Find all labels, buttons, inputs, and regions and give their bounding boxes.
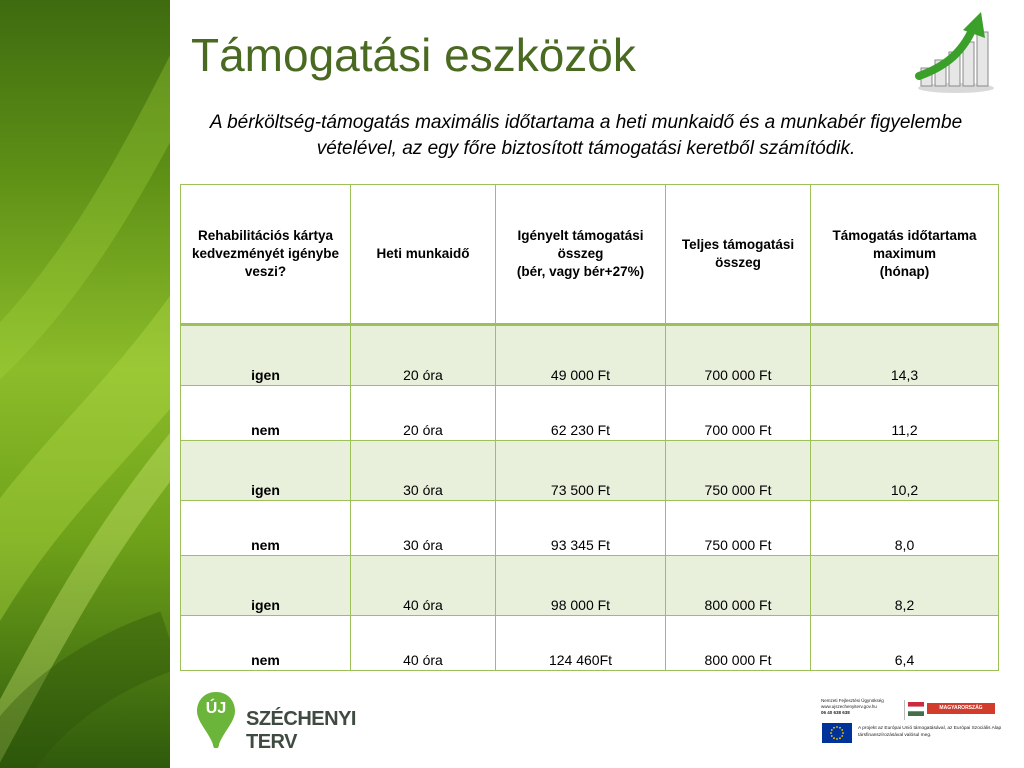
eu-flag-icon bbox=[822, 723, 852, 743]
cell-rehab-card: igen bbox=[181, 441, 351, 501]
cell-total-amount: 750 000 Ft bbox=[666, 441, 811, 501]
header-duration: Támogatás időtartama maximum (hónap) bbox=[811, 185, 999, 325]
header-rehab-card: Rehabilitációs kártya kedvezményét igénybe veszi? bbox=[181, 185, 351, 325]
logo-pin-text: ÚJ bbox=[205, 700, 227, 717]
cell-rehab-card: nem bbox=[181, 386, 351, 441]
hungary-flag-icon bbox=[908, 702, 924, 716]
map-pin-icon bbox=[196, 690, 236, 750]
cell-duration: 6,4 bbox=[811, 616, 999, 671]
cell-weekly-hours: 30 óra bbox=[351, 501, 496, 556]
logo-name: SZÉCHENYI TERV bbox=[246, 708, 356, 753]
page-title: Támogatási eszközök bbox=[191, 29, 636, 81]
agency-phone: 06 40 638 638 bbox=[821, 710, 850, 715]
agency-website: www.ujszechenyiterv.gov.hu bbox=[821, 704, 877, 709]
agency-info bbox=[821, 698, 901, 716]
hungary-banner: MAGYARORSZÁG MEGÚJUL bbox=[927, 703, 995, 714]
cell-weekly-hours: 40 óra bbox=[351, 556, 496, 616]
table-header-row bbox=[181, 185, 999, 325]
cell-rehab-card: igen bbox=[181, 556, 351, 616]
table-row bbox=[181, 386, 999, 441]
agency-name: Nemzeti Fejlesztési Ügynökség bbox=[821, 698, 884, 703]
cell-total-amount: 800 000 Ft bbox=[666, 616, 811, 671]
subtitle: A bérköltség-támogatás maximális időtartama a heti munkaidő és a munkabér figyelembe vételével, az egy főre biztosított támogatási keretből számítódik. bbox=[209, 112, 963, 159]
swirl-decoration bbox=[0, 0, 170, 768]
cell-requested-amount: 62 230 Ft bbox=[496, 386, 666, 441]
table-row bbox=[181, 501, 999, 556]
cell-weekly-hours: 20 óra bbox=[351, 325, 496, 386]
cell-requested-amount: 124 460Ft bbox=[496, 616, 666, 671]
header-total-amount: Teljes támogatási összeg bbox=[666, 185, 811, 325]
cell-weekly-hours: 20 óra bbox=[351, 386, 496, 441]
cell-weekly-hours: 30 óra bbox=[351, 441, 496, 501]
cell-total-amount: 700 000 Ft bbox=[666, 325, 811, 386]
cell-duration: 8,2 bbox=[811, 556, 999, 616]
cell-requested-amount: 73 500 Ft bbox=[496, 441, 666, 501]
cell-rehab-card: igen bbox=[181, 325, 351, 386]
cell-rehab-card: nem bbox=[181, 501, 351, 556]
cell-duration: 14,3 bbox=[811, 325, 999, 386]
cell-duration: 10,2 bbox=[811, 441, 999, 501]
header-requested-amount: Igényelt támogatási összeg (bér, vagy bér+27%) bbox=[496, 185, 666, 325]
cell-requested-amount: 49 000 Ft bbox=[496, 325, 666, 386]
logo-divider bbox=[904, 700, 905, 720]
eu-funding-text: A projekt az Európai Unió támogatásával, az Európai Szociális Alap társfinanszírozásával valósul meg. bbox=[858, 726, 1002, 738]
cell-duration: 8,0 bbox=[811, 501, 999, 556]
cell-total-amount: 750 000 Ft bbox=[666, 501, 811, 556]
cell-total-amount: 700 000 Ft bbox=[666, 386, 811, 441]
cell-requested-amount: 98 000 Ft bbox=[496, 556, 666, 616]
table-row bbox=[181, 616, 999, 671]
table-row bbox=[181, 556, 999, 616]
cell-weekly-hours: 40 óra bbox=[351, 616, 496, 671]
growth-chart-icon bbox=[915, 10, 997, 94]
support-table bbox=[180, 184, 999, 671]
cell-duration: 11,2 bbox=[811, 386, 999, 441]
cell-total-amount: 800 000 Ft bbox=[666, 556, 811, 616]
szechenyi-terv-logo bbox=[196, 690, 406, 752]
cell-requested-amount: 93 345 Ft bbox=[496, 501, 666, 556]
table-row bbox=[181, 441, 999, 501]
table-row bbox=[181, 325, 999, 386]
funding-logos bbox=[818, 698, 1008, 748]
header-weekly-hours: Heti munkaidő bbox=[351, 185, 496, 325]
decorative-green-band bbox=[0, 0, 170, 768]
cell-rehab-card: nem bbox=[181, 616, 351, 671]
